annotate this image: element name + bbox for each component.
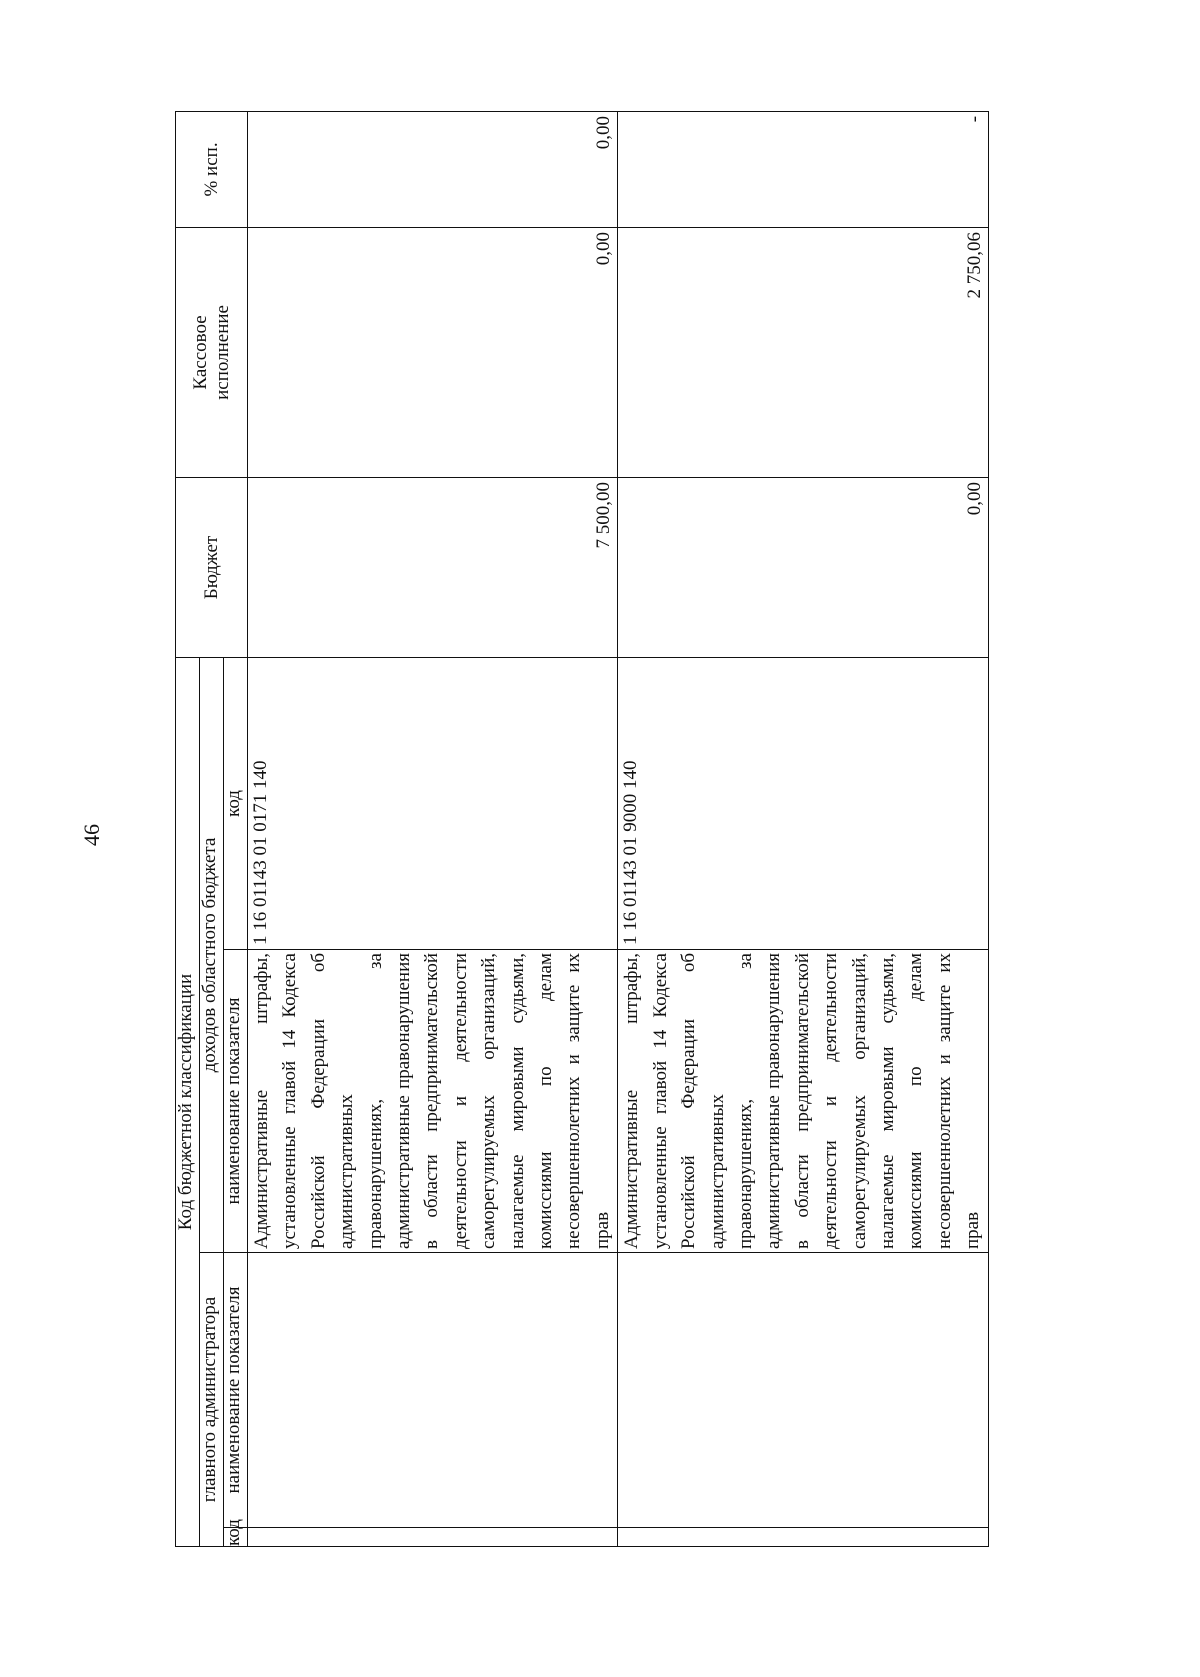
row-percent: - — [618, 111, 988, 227]
page-number: 46 — [79, 824, 104, 846]
row-income-code: 1 16 01143 01 0171 140 — [248, 657, 618, 949]
header-budget: Бюджет — [176, 477, 248, 657]
row-income-code: 1 16 01143 01 9000 140 — [618, 657, 988, 949]
header-income-name: наименование показателя — [224, 950, 248, 1253]
row-admin-name — [618, 1253, 988, 1528]
row-admin-code — [248, 1528, 618, 1547]
header-cash: Кассовое исполнение — [176, 227, 248, 477]
row-budget: 7 500,00 — [248, 477, 618, 657]
header-income: доходов областного бюджета — [200, 657, 224, 1252]
row-income-name: Административные штрафы, установленные главой 14 Кодекса Российской Федерации об административных правонарушениях, за административные правонарушения в области предпринимательской деятельности и деятельности саморегулируемых организаций, налагаемые мировыми судьями, комиссиями по делам несовершеннолетних и защите их прав — [618, 950, 988, 1253]
row-cash: 2 750,06 — [618, 227, 988, 477]
row-cash: 0,00 — [248, 227, 618, 477]
table-row — [248, 111, 618, 1546]
budget-table-rotated — [175, 112, 985, 1547]
header-admin-code: код — [224, 1528, 248, 1547]
budget-table — [175, 111, 989, 1547]
header-percent: % исп. — [176, 111, 248, 227]
row-percent: 0,00 — [248, 111, 618, 227]
header-admin-name: наименование показателя — [224, 1253, 248, 1528]
row-budget: 0,00 — [618, 477, 988, 657]
row-admin-code — [618, 1528, 988, 1547]
header-income-code: код — [224, 657, 248, 949]
row-admin-name — [248, 1253, 618, 1528]
table-row — [618, 111, 988, 1546]
header-admin: главного администратора — [200, 1253, 224, 1547]
header-kbk: Код бюджетной классификации — [176, 657, 200, 1546]
row-income-name: Административные штрафы, установленные главой 14 Кодекса Российской Федерации об административных правонарушениях, за административные правонарушения в области предпринимательской деятельности и деятельности саморегулируемых организаций, налагаемые мировыми судьями, комиссиями по делам несовершеннолетних и защите их прав — [248, 950, 618, 1253]
